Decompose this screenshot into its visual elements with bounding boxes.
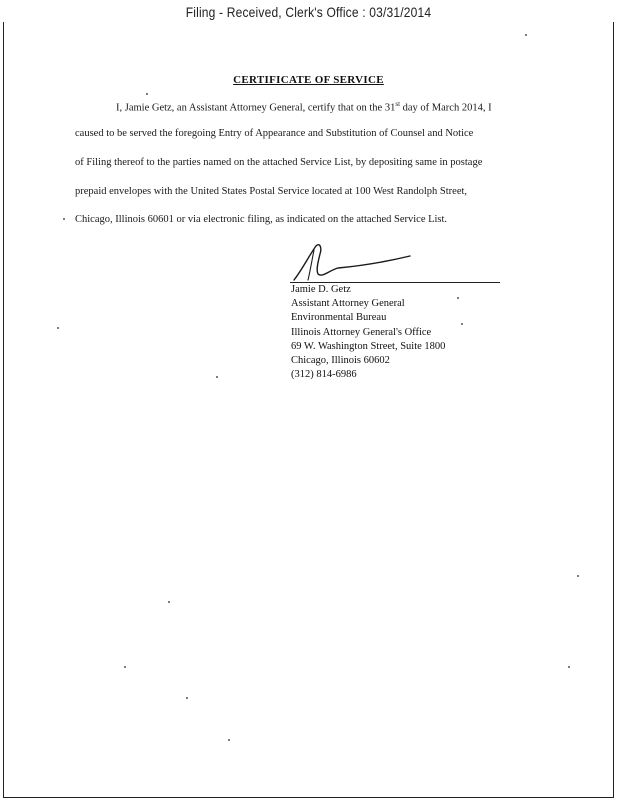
scan-speck <box>186 697 188 699</box>
body-line-2: caused to be served the foregoing Entry of Appearance and Substitution of Counsel and Notice <box>75 128 474 139</box>
signature-block <box>291 283 445 382</box>
body-line-1 <box>116 100 492 114</box>
scan-speck <box>568 666 570 668</box>
body-line-5: Chicago, Illinois 60601 or via electronic filing, as indicated on the attached Service List. <box>75 214 448 225</box>
body-line-1-pre: I, Jamie Getz, an Assistant Attorney General, certify that on the 31 <box>116 102 396 114</box>
scan-speck <box>57 327 59 329</box>
body-line-4: prepaid envelopes with the United States Postal Service located at 100 West Randolph Street, <box>75 186 468 197</box>
document-title: CERTIFICATE OF SERVICE <box>233 74 384 86</box>
signer-phone: (312) 814-6986 <box>291 369 357 381</box>
scan-speck <box>146 93 148 95</box>
body-line-1-post: day of March 2014, I <box>400 102 492 114</box>
signer-street: 69 W. Washington Street, Suite 1800 <box>291 340 446 352</box>
signer-bureau: Environmental Bureau <box>291 312 387 324</box>
filing-stamp: Filing - Received, Clerk's Office : 03/31/2014 <box>185 4 432 20</box>
scan-speck <box>461 323 463 325</box>
handwritten-signature <box>290 240 420 284</box>
page-edge-bottom <box>3 797 614 798</box>
signer-office: Illinois Attorney General's Office <box>291 326 432 338</box>
page-edge-left <box>3 22 4 798</box>
signer-city: Chicago, Illinois 60602 <box>291 355 390 367</box>
scan-speck <box>457 297 459 299</box>
body-line-3: of Filing thereof to the parties named on the attached Service List, by depositing same in postage <box>75 157 483 168</box>
scan-speck <box>63 218 65 220</box>
signer-position: Assistant Attorney General <box>291 298 405 310</box>
ordinal-suffix: st <box>395 100 401 108</box>
scan-speck <box>124 666 126 668</box>
signer-name: Jamie D. Getz <box>291 284 351 295</box>
scan-speck <box>228 739 230 741</box>
scan-speck <box>216 376 218 378</box>
scan-speck <box>168 601 170 603</box>
scan-speck <box>525 34 527 36</box>
page-edge-right <box>613 22 614 798</box>
scan-speck <box>577 575 579 577</box>
